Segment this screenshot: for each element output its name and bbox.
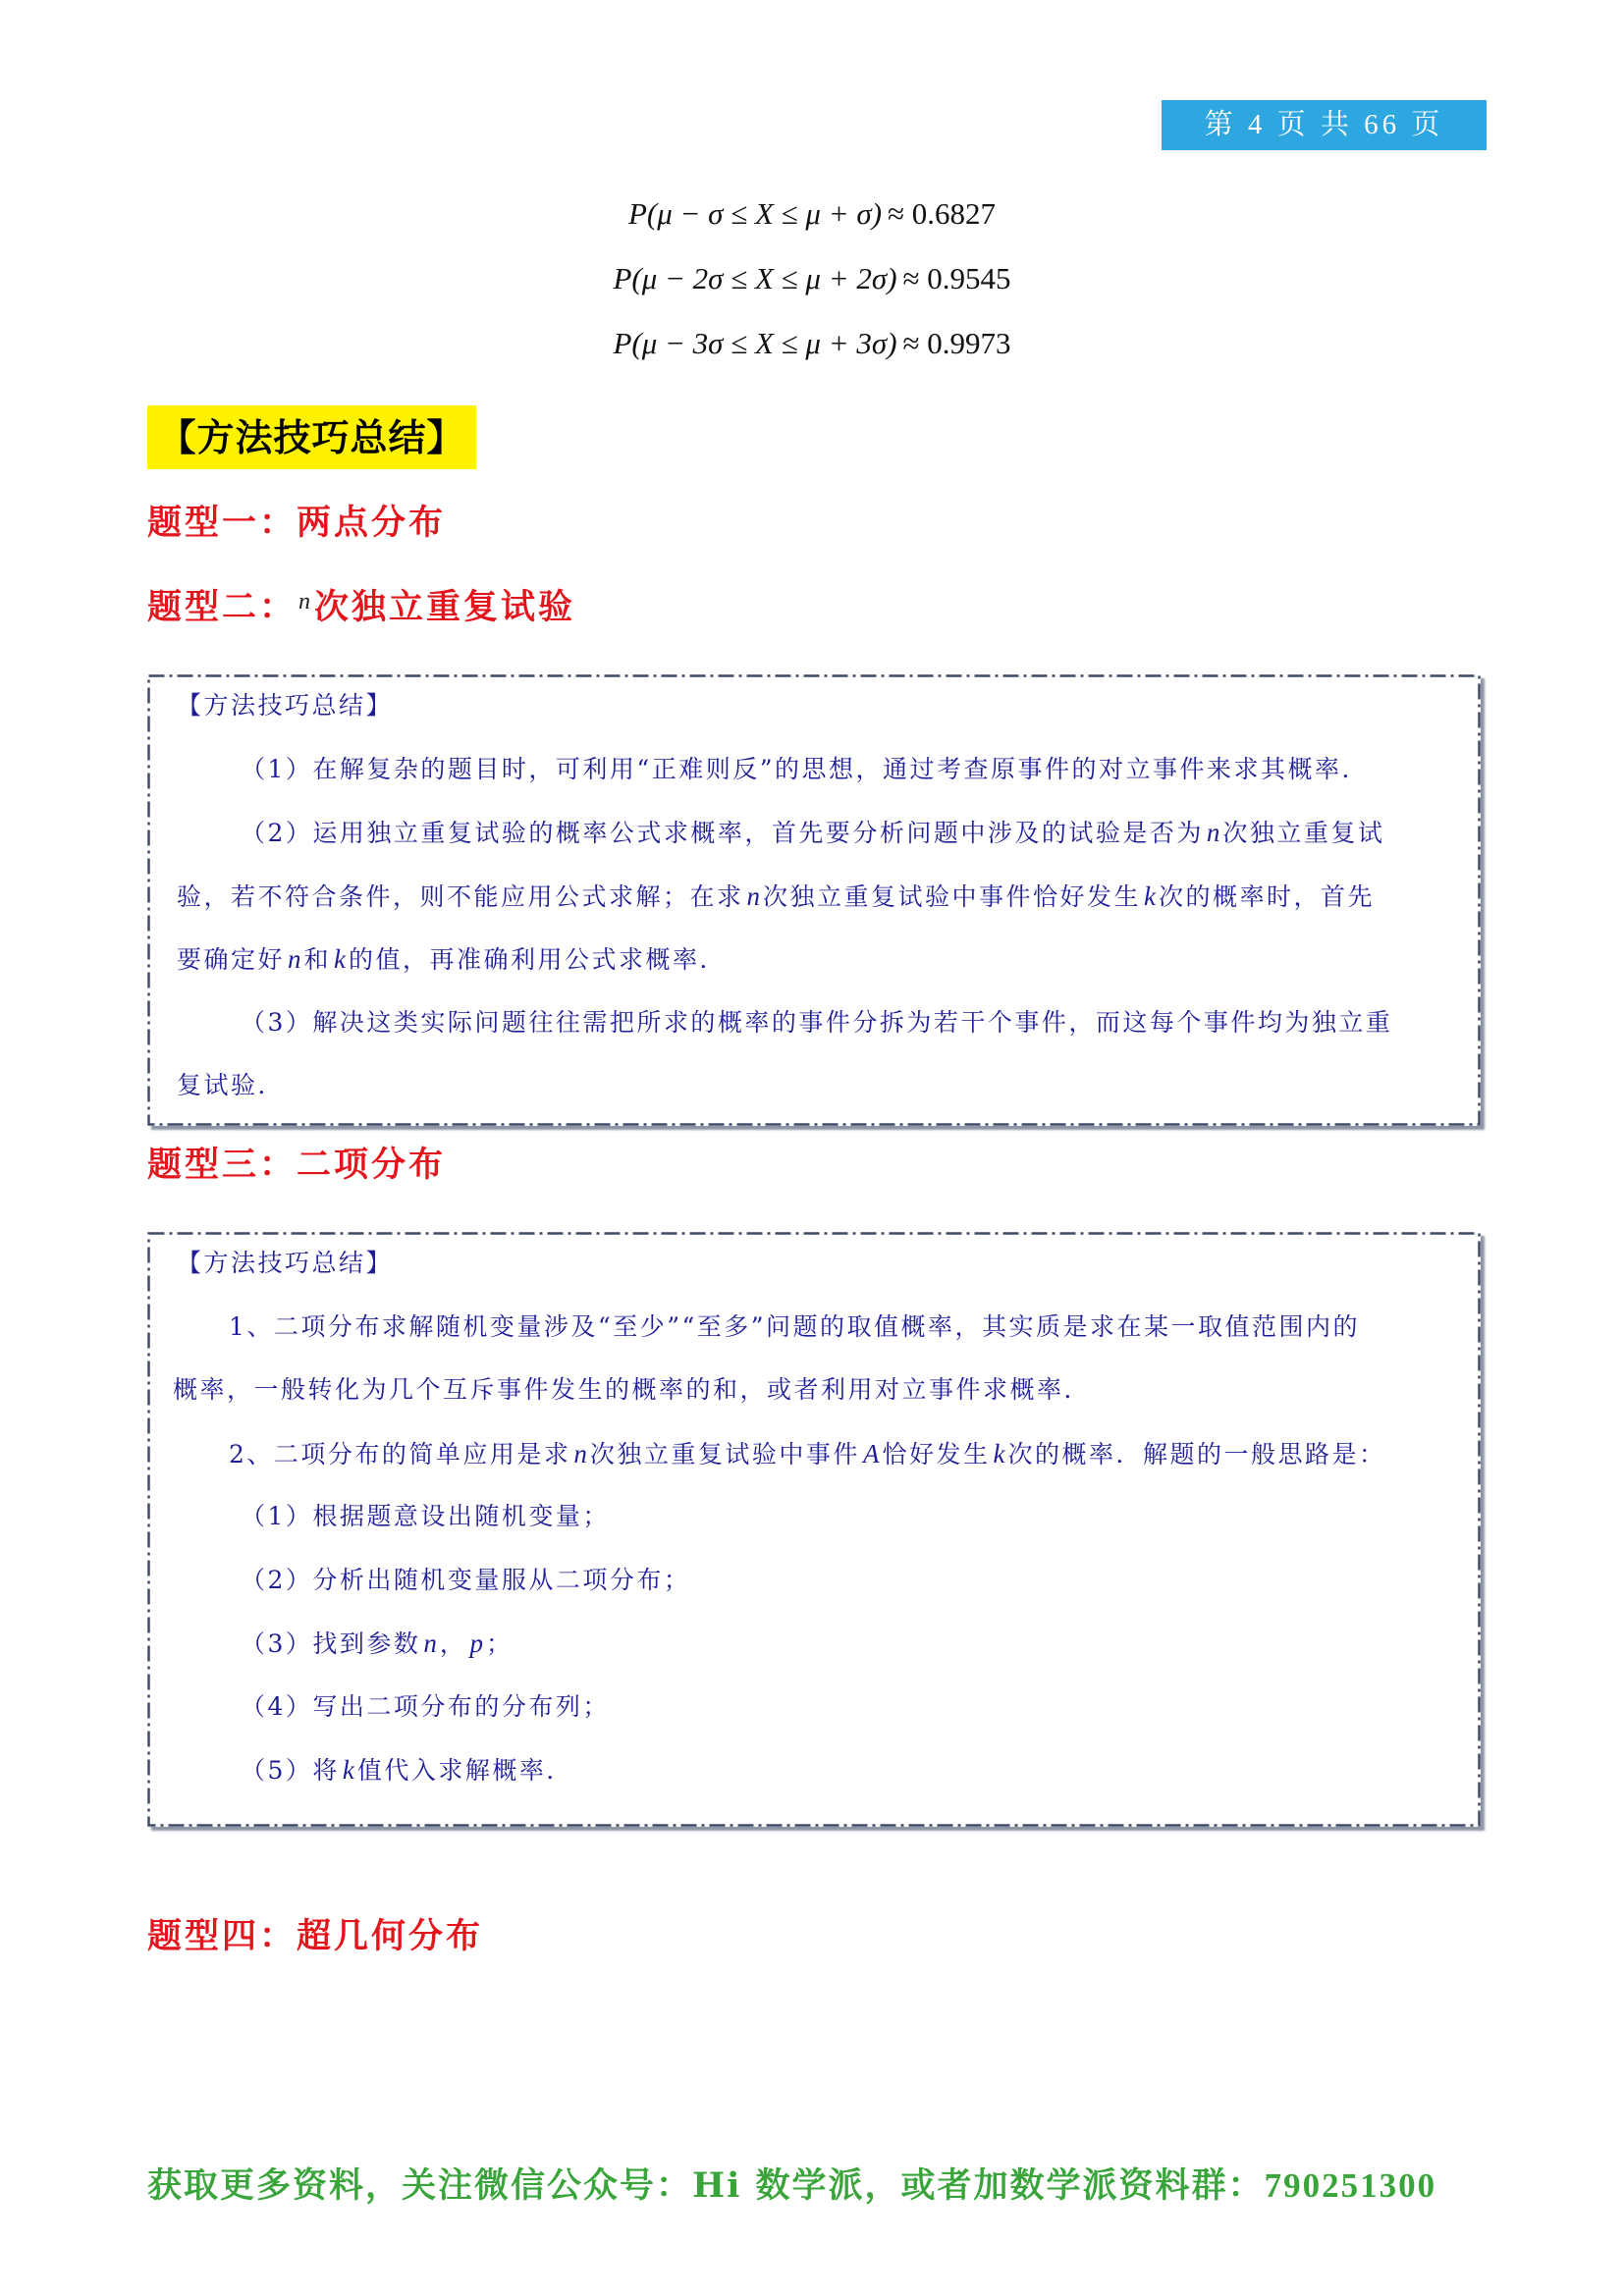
box-line — [147, 1054, 1481, 1118]
formula-two-sigma — [0, 254, 1624, 303]
text-segment: 的值，再准确利用公式求概率． — [349, 945, 728, 974]
formula-expression: P(μ − 2σ ≤ X ≤ μ + 2σ) — [613, 261, 897, 295]
method-summary-box-2 — [147, 1232, 1481, 1827]
box-title: 【方法技巧总结】 — [177, 691, 394, 720]
box-line — [147, 738, 1481, 802]
box-line — [147, 1676, 1481, 1739]
text-segment: 次独立重复试验中事件恰好发生 — [763, 881, 1142, 911]
text-segment: 次独立重复试验中事件 — [589, 1439, 860, 1468]
variable-n: n — [573, 1438, 587, 1468]
variable-n: n — [746, 881, 761, 911]
formula-three-sigma — [0, 319, 1624, 368]
question-type-3-heading: 题型三：二项分布 — [147, 1145, 447, 1185]
text-segment: ； — [485, 1629, 514, 1658]
text-segment: （4）写出二项分布的分布列； — [241, 1691, 610, 1721]
text-segment: 值代入求解概率． — [356, 1756, 573, 1785]
text-segment: （2）分析出随机变量服从二项分布； — [241, 1565, 691, 1594]
variable-k: k — [334, 944, 347, 974]
question-type-4-heading: 题型四：超几何分布 — [147, 1916, 484, 1956]
text-segment: （1）根据题意设出随机变量； — [241, 1502, 610, 1530]
text-segment: （1）在解复杂的题目时，可利用“正难则反”的思想，通过考查原事件的对立事件来求其概率． — [241, 754, 1369, 783]
page-number-badge: 第 4 页 共 66 页 — [1162, 100, 1487, 150]
footer-group-number: 790251300 — [1264, 2166, 1437, 2205]
text-segment: 次的概率．解题的一般思路是： — [1007, 1439, 1386, 1468]
text-segment: 和 — [303, 945, 332, 974]
variable-k: k — [993, 1438, 1005, 1468]
question-type-2-heading — [147, 583, 575, 632]
box-line — [147, 1549, 1481, 1613]
variable-n: n — [298, 589, 311, 614]
box-line — [147, 1359, 1481, 1422]
footer-text: 获取更多资料，关注微信公众号：Hi 数学派，或者加数学派资料群： — [147, 2165, 1265, 2206]
heading-suffix: 次独立重复试验 — [314, 587, 576, 627]
text-segment: （2）运用独立重复试验的概率公式求概率，首先要分析问题中涉及的试验是否为 — [241, 819, 1204, 847]
variable-n: n — [1206, 818, 1220, 847]
text-segment: （5）将 — [241, 1756, 340, 1785]
text-segment: 次独立重复试 — [1222, 819, 1385, 847]
variable-n: n — [288, 944, 301, 974]
text-segment: 验，若不符合条件，则不能应用公式求解；在求 — [177, 881, 744, 911]
text-segment: 次的概率时，首先 — [1159, 881, 1376, 911]
text-segment: 要确定好 — [177, 945, 286, 974]
formula-one-sigma — [0, 189, 1624, 239]
variable-a: A — [862, 1438, 880, 1468]
variable-k: k — [1144, 881, 1157, 911]
formula-value: ≈ 0.9545 — [902, 261, 1011, 295]
formula-value: ≈ 0.6827 — [888, 196, 997, 231]
text-segment: （3）解决这类实际问题往往需把所求的概率的事件分拆为若干个事件，而这每个事件均为独立重 — [241, 1007, 1393, 1037]
box-line — [147, 1296, 1481, 1360]
variable-n: n — [423, 1629, 437, 1658]
formula-expression: P(μ − σ ≤ X ≤ μ + σ) — [627, 196, 883, 231]
box-line — [147, 801, 1481, 865]
text-segment: 复试验． — [177, 1071, 286, 1099]
box-line — [147, 1738, 1481, 1802]
text-segment: （3）找到参数 — [241, 1629, 421, 1658]
footer-promo — [147, 2162, 1436, 2211]
question-type-1-heading: 题型一：两点分布 — [147, 503, 447, 543]
box-line — [147, 991, 1481, 1055]
formula-expression: P(μ − 3σ ≤ X ≤ μ + 3σ) — [613, 326, 897, 360]
variable-p: p — [469, 1629, 483, 1658]
box-line — [147, 1485, 1481, 1549]
box-content — [147, 1232, 1481, 1802]
box-line — [147, 865, 1481, 929]
box-line — [147, 928, 1481, 991]
variable-k: k — [342, 1755, 354, 1785]
text-segment: 1、二项分布求解随机变量涉及“至少”“至多”问题的取值概率，其实质是求在某一取值范围内的 — [229, 1311, 1361, 1341]
formula-value: ≈ 0.9973 — [902, 326, 1011, 360]
method-summary-box-1 — [147, 674, 1481, 1126]
text-segment: 恰好发生 — [882, 1439, 991, 1468]
heading-prefix: 题型二： — [147, 587, 298, 627]
box-title: 【方法技巧总结】 — [177, 1249, 394, 1277]
box-content — [147, 674, 1481, 1118]
text-segment: ， — [439, 1629, 467, 1658]
box-line — [147, 1422, 1481, 1486]
method-summary-heading: 【方法技巧总结】 — [147, 405, 476, 469]
box-line — [147, 1612, 1481, 1676]
text-segment: 2、二项分布的简单应用是求 — [229, 1439, 571, 1468]
text-segment: 概率，一般转化为几个互斥事件发生的概率的和，或者利用对立事件求概率． — [173, 1375, 1092, 1404]
